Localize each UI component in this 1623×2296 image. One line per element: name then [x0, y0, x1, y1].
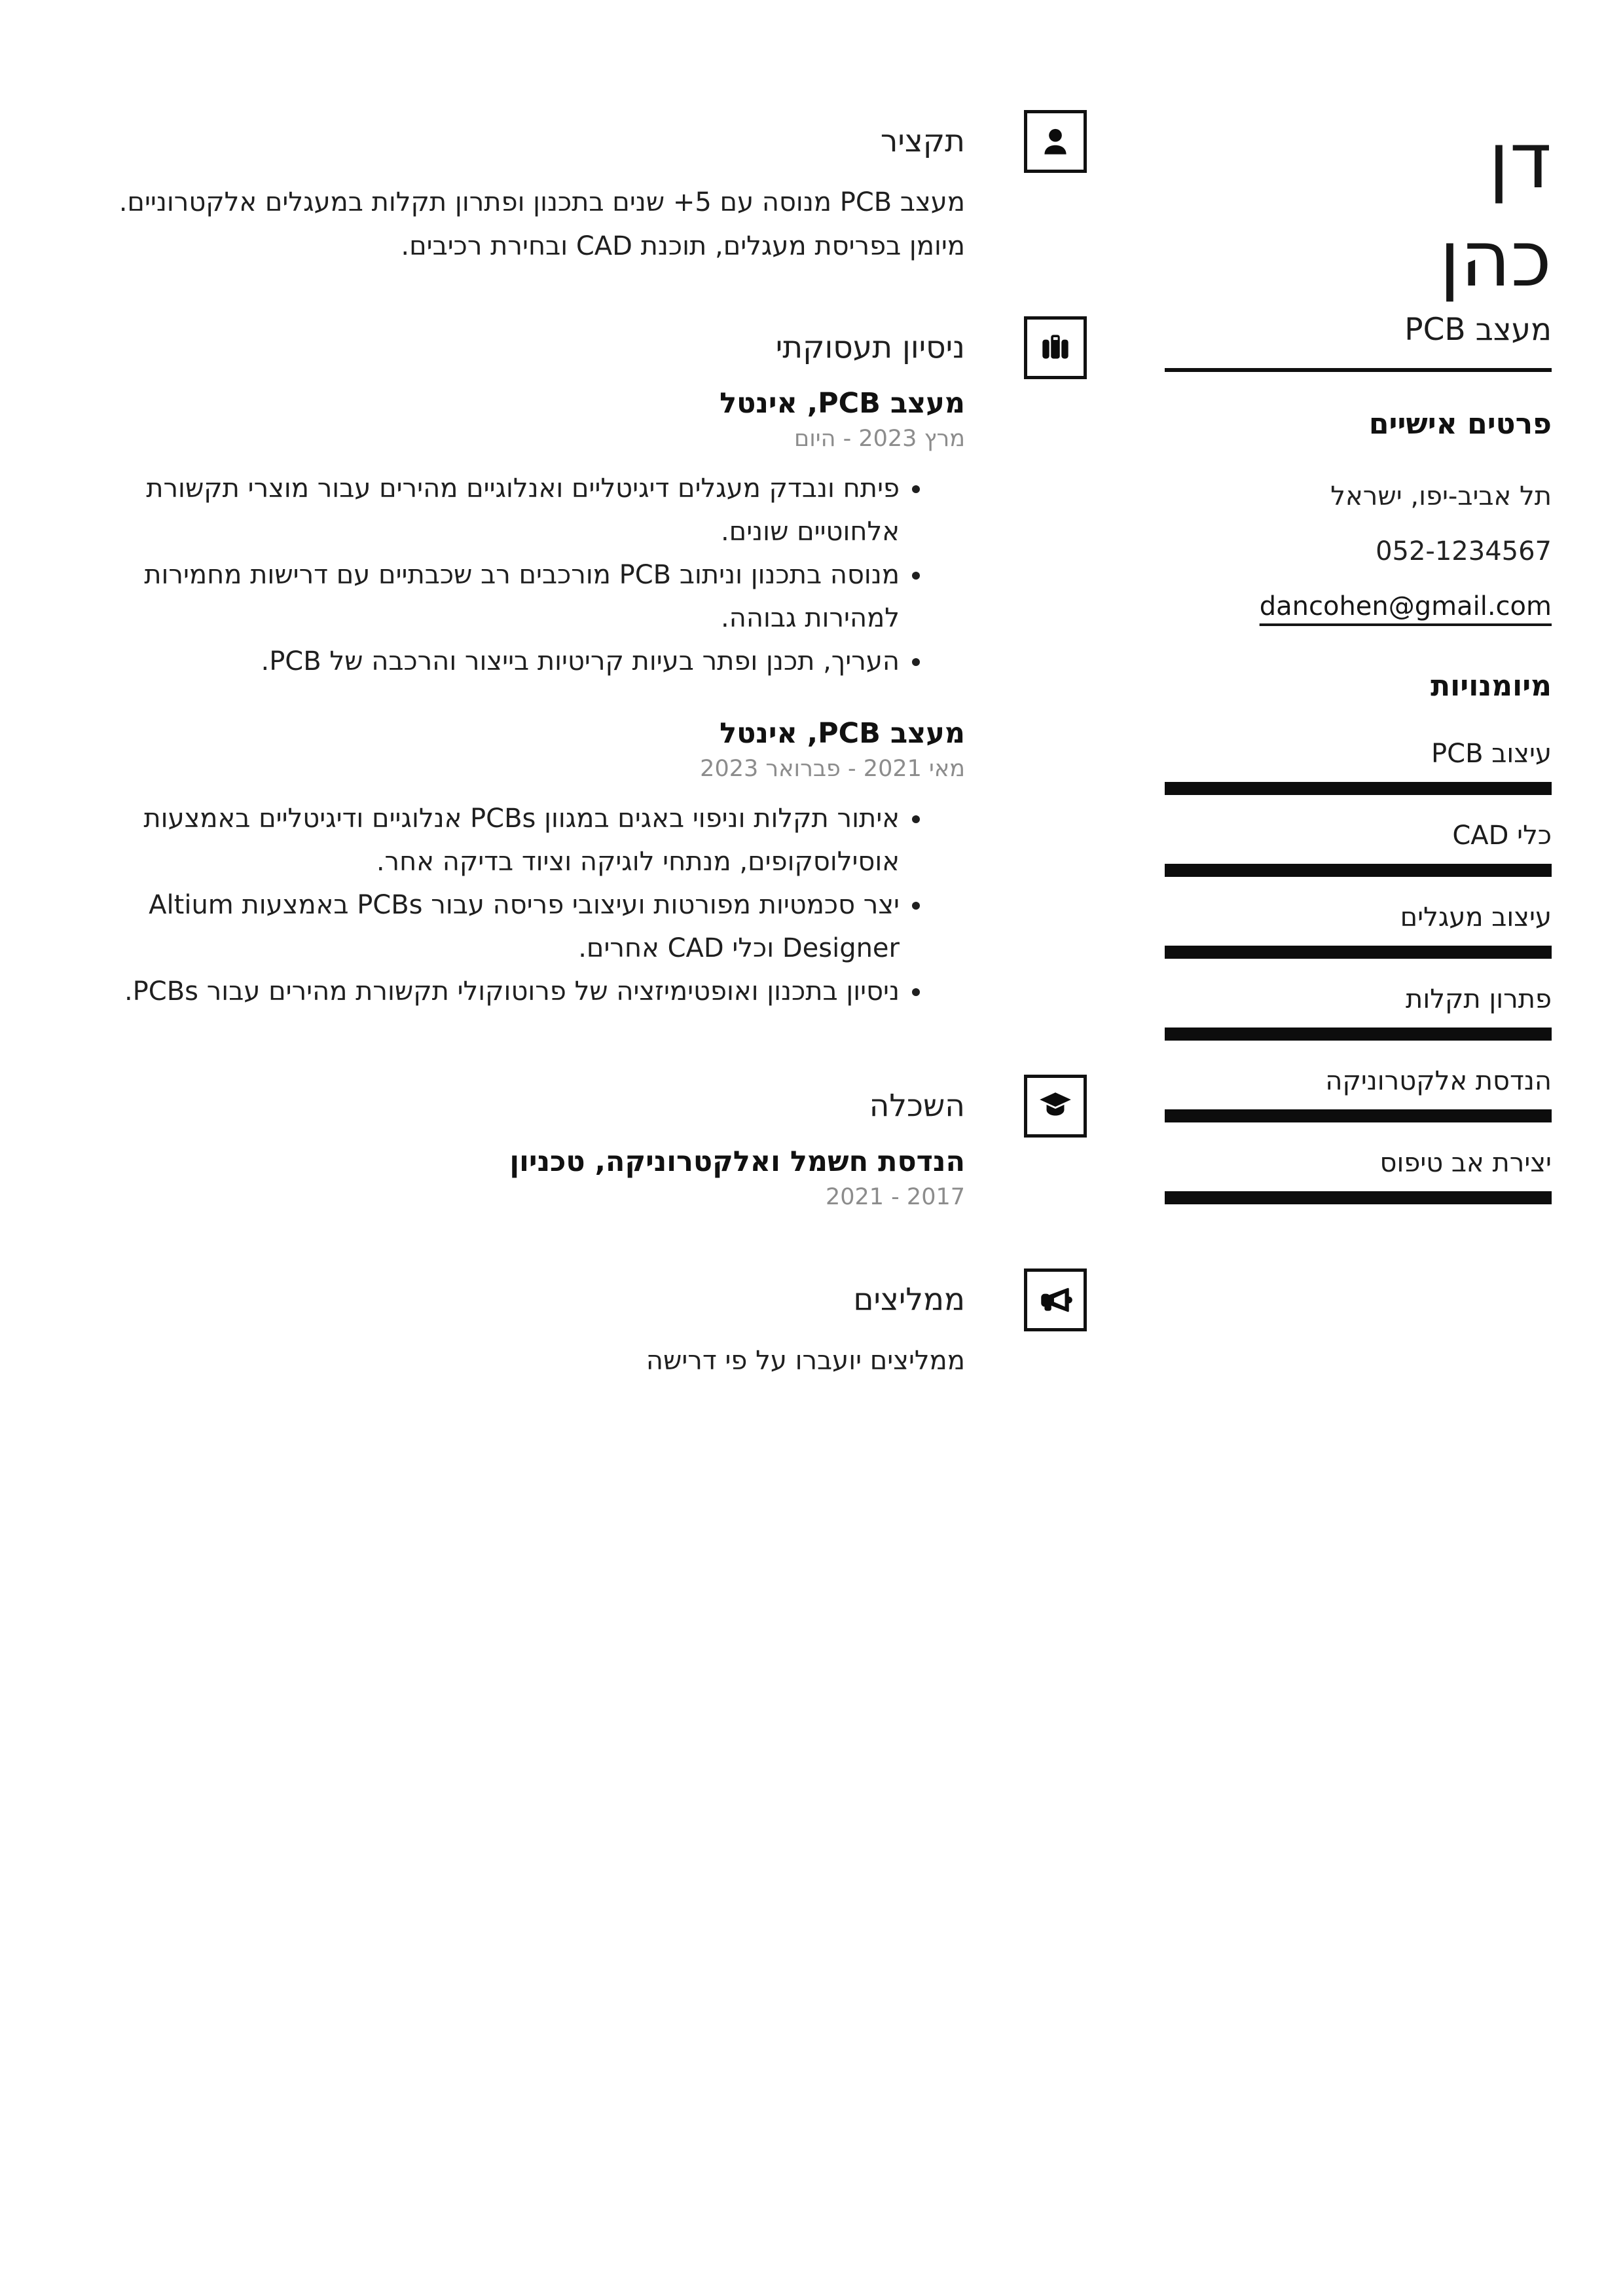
graduation-cap-icon [1024, 1075, 1087, 1138]
location-text: תל אביב-יפו, ישראל [1330, 481, 1552, 511]
skill-item [1165, 819, 1552, 877]
job-title: מעצב PCB, אינטל [720, 717, 965, 750]
skill-item [1165, 983, 1552, 1041]
skill-item [1165, 901, 1552, 959]
skill-item [1165, 1147, 1552, 1204]
main-column [111, 110, 1087, 1383]
person-name-line2: כהן [1439, 213, 1552, 304]
skill-bar-track [1165, 946, 1552, 959]
skill-item [1165, 737, 1552, 795]
job-entry [111, 714, 965, 1013]
personal-details-list [1165, 469, 1552, 634]
section-summary [111, 110, 1087, 268]
skill-level-bar [1165, 782, 1552, 795]
education-content [111, 1075, 965, 1212]
job-entry [111, 384, 965, 683]
phone-text: 052-1234567 [1376, 536, 1552, 566]
skills-heading: מיומנויות [1431, 669, 1552, 703]
references-content [111, 1268, 965, 1383]
degree-dates: 2017 - 2021 [825, 1184, 965, 1210]
job-title: מעצב PCB, אינטל [720, 387, 965, 420]
sidebar [1165, 111, 1552, 1229]
job-bullet: • מנוסה בתכנון וניתוב PCB מורכבים רב שכבתיים עם דרישות מחמירות למהירות גבוהה. [111, 553, 900, 640]
person-job-title: מעצב PCB [1404, 312, 1552, 348]
skill-label: הנדסת אלקטרוניקה [1325, 1066, 1552, 1096]
experience-content [111, 316, 965, 1013]
summary-content [111, 110, 965, 268]
skill-label: כלי CAD [1452, 821, 1552, 851]
skill-label: עיצוב מעגלים [1400, 902, 1552, 933]
section-references [111, 1268, 1087, 1383]
references-heading: ממליצים [853, 1282, 965, 1318]
section-education [111, 1075, 1087, 1212]
skill-bar-track [1165, 1028, 1552, 1041]
personal-details-heading: פרטים אישיים [1368, 407, 1552, 441]
section-experience [111, 316, 1087, 1013]
experience-heading: ניסיון תעסוקתי [775, 329, 965, 365]
job-bullet: • יצר סכמטיות מפורטות ועיצובי פריסה עבור PCBs באמצעות Altium Designer וכלי CAD אחרים. [111, 883, 900, 970]
education-heading: השכלה [869, 1088, 965, 1124]
skills-list [1165, 737, 1552, 1204]
job-dates: מאי 2021 - פברואר 2023 [700, 756, 965, 782]
skill-bar-track [1165, 1109, 1552, 1122]
job-bullet: • פיתח ונבדק מעגלים דיגיטליים ואנלוגיים מהירים עבור מוצרי תקשורת אלחוטיים שונים. [111, 467, 900, 553]
skill-level-bar [1165, 946, 1552, 959]
references-text: ממליצים יועברו על פי דרישה [646, 1346, 965, 1376]
briefcase-icon [1024, 316, 1087, 379]
skill-bar-track [1165, 864, 1552, 877]
megaphone-icon [1024, 1268, 1087, 1331]
email-link[interactable]: dancohen@gmail.com [1259, 591, 1552, 621]
skill-bar-track [1165, 1191, 1552, 1204]
skill-label: פתרון תקלות [1406, 984, 1552, 1014]
skill-level-bar [1165, 864, 1552, 877]
person-name-line1: דן [1488, 115, 1552, 206]
sidebar-divider [1165, 368, 1552, 372]
job-bullet-list [111, 467, 965, 683]
skill-label: יצירת אב טיפוס [1379, 1148, 1552, 1178]
person-name [1165, 111, 1552, 308]
summary-heading: תקציר [880, 123, 965, 159]
skill-level-bar [1165, 1191, 1552, 1204]
skill-label: עיצוב PCB [1431, 739, 1552, 769]
skill-level-bar [1165, 1028, 1552, 1041]
skill-bar-track [1165, 782, 1552, 795]
skill-level-bar [1165, 1109, 1552, 1122]
skill-item [1165, 1065, 1552, 1122]
job-bullet: • העריך, תכנן ופתר בעיות קריטיות בייצור והרכבה של PCB. [111, 640, 900, 683]
job-bullet-list [111, 797, 965, 1013]
degree-title: הנדסת חשמל ואלקטרוניקה, טכניון [509, 1145, 965, 1178]
summary-text: מעצב PCB מנוסה עם 5+ שנים בתכנון ופתרון תקלות במעגלים אלקטרוניים. מיומן בפריסת מעגלים, תוכנת CAD ובחירת רכיבים. [119, 187, 965, 261]
job-bullet: • ניסיון בתכנון ואופטימיזציה של פרוטוקולי תקשורת מהירים עבור PCBs. [111, 970, 900, 1013]
person-icon [1024, 110, 1087, 173]
job-dates: מרץ 2023 - היום [794, 426, 965, 452]
job-bullet: • איתור תקלות וניפוי באגים במגוון PCBs אנלוגיים ודיגיטליים באמצעות אוסילוסקופים, מנתחי לוגיקה וציוד בדיקה אחר. [111, 797, 900, 883]
